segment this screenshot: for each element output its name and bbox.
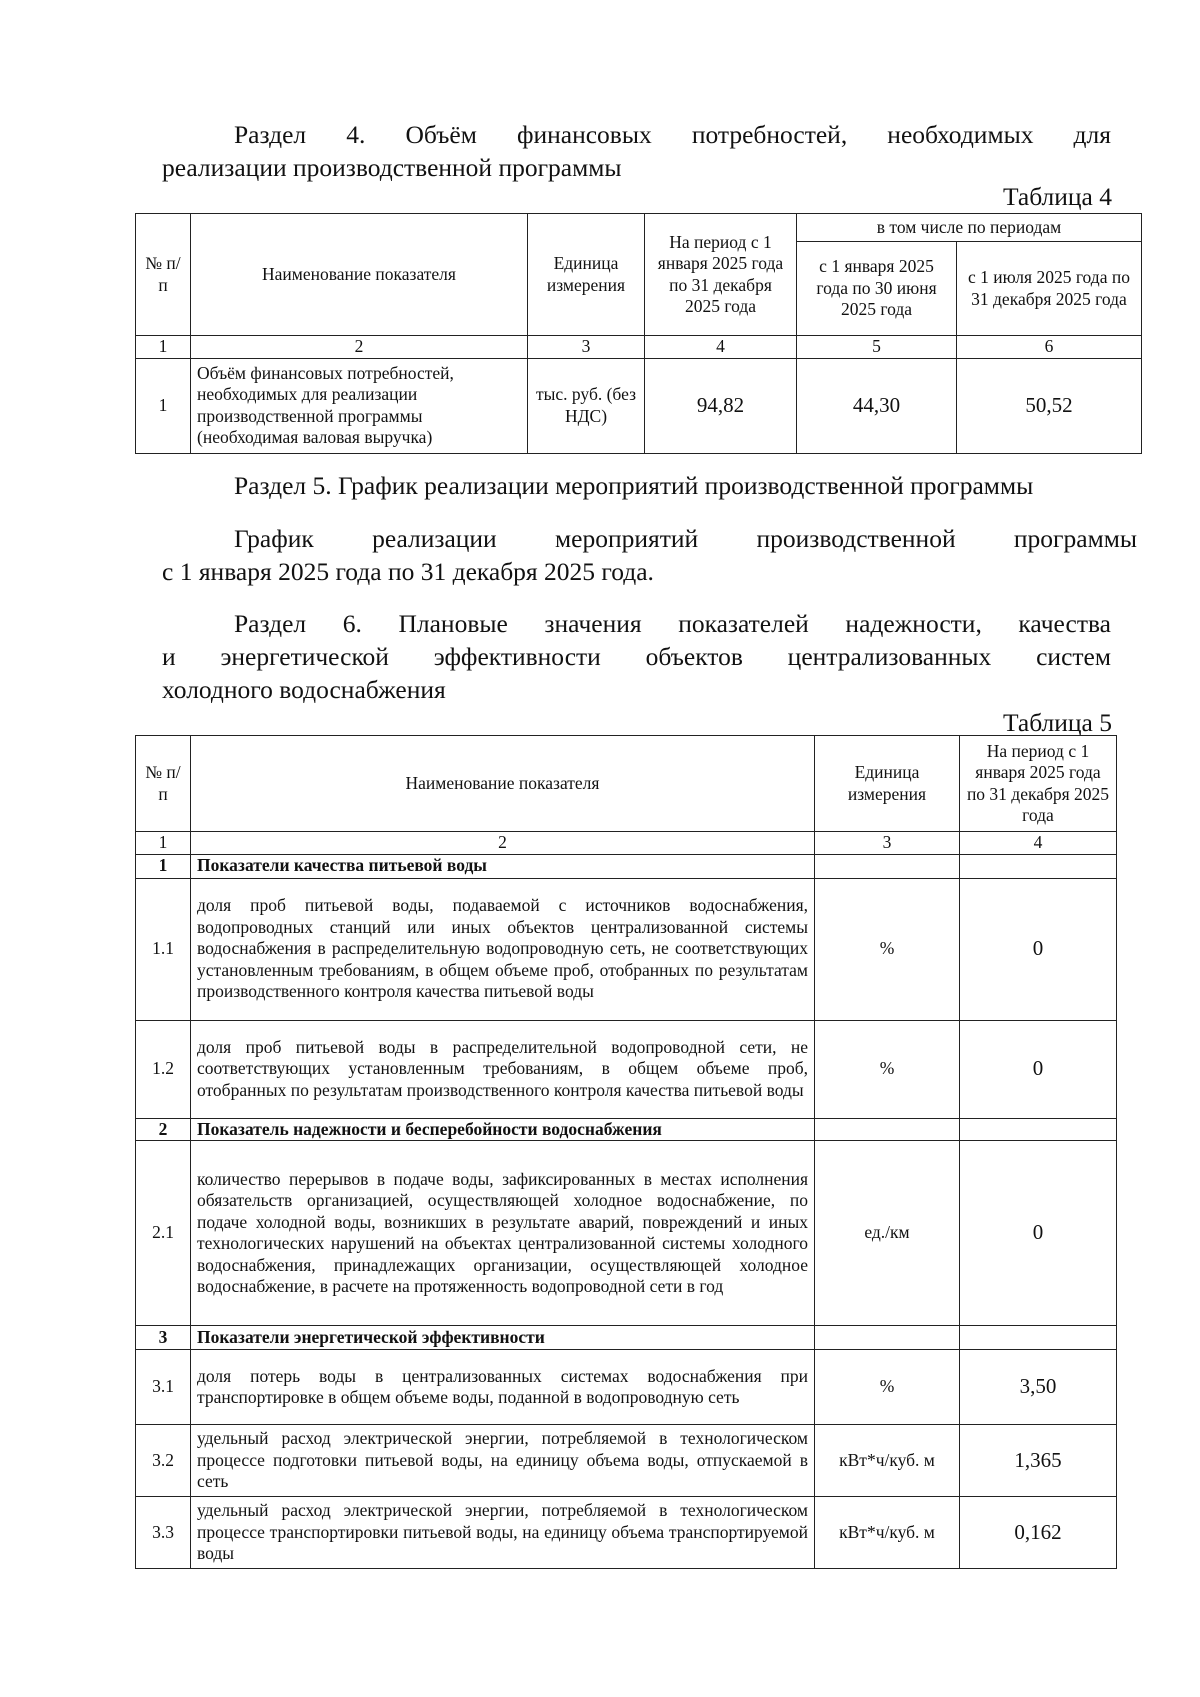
t5-group-value [960, 854, 1117, 878]
t5-group-value [960, 1326, 1117, 1350]
t5-row-num: 2.1 [136, 1141, 191, 1326]
t5-row-name: доля проб питьевой воды в распределительной водопроводной сети, не соответствующих установленным требованиям, в общем объеме проб, отобранных по результатам производственного контроля качества питьевой воды [191, 1020, 815, 1118]
table-5-caption: Таблица 5 [1002, 708, 1112, 737]
t4-row-unit: тыс. руб. (без НДС) [528, 358, 645, 453]
t5-group-unit [815, 1326, 960, 1350]
t4-row-name: Объём финансовых потребностей, необходимых для реализации производственной программы (необходимая валовая выручка) [191, 358, 528, 453]
t4-header-including: в том числе по периодам [797, 214, 1142, 242]
t4-header-period: На период с 1 января 2025 года по 31 декабря 2025 года [645, 214, 797, 336]
t4-colnum: 1 [136, 336, 191, 359]
t5-row-num: 3.2 [136, 1425, 191, 1497]
t5-row-num: 3.3 [136, 1497, 191, 1569]
t5-row-unit: % [815, 1020, 960, 1118]
t4-row-total: 94,82 [645, 358, 797, 453]
section-5-text-line2: с 1 января 2025 года по 31 декабря 2025 года. [162, 557, 654, 586]
t5-row-unit: кВт*ч/куб. м [815, 1497, 960, 1569]
t5-row-unit: кВт*ч/куб. м [815, 1425, 960, 1497]
t5-colnum: 1 [136, 832, 191, 855]
section-6-title-line3: холодного водоснабжения [162, 675, 446, 704]
section-6-title [162, 607, 1111, 706]
section-5-text-line1: График реализации мероприятий производственной программы [234, 524, 1137, 553]
t5-group-unit [815, 854, 960, 878]
section-6-title-line1: Раздел 6. Плановые значения показателей надежности, качества [234, 609, 1111, 638]
t5-row-unit: % [815, 878, 960, 1020]
t5-row-name: доля проб питьевой воды, подаваемой с источников водоснабжения, водопроводных станций или иных объектов централизованной системы водоснабжения в распределительную водопроводную сеть, не соответствующих установленным требованиям, в общем объеме проб, отобранных по результатам производственного контроля качества питьевой воды [191, 878, 815, 1020]
table-4 [135, 213, 1142, 454]
t4-colnum: 4 [645, 336, 797, 359]
section-4-title-line1: Раздел 4. Объём финансовых потребностей, необходимых для [234, 120, 1111, 149]
t5-group-num: 1 [136, 854, 191, 878]
t5-row-value: 0,162 [960, 1497, 1117, 1569]
t5-group-value [960, 1118, 1117, 1141]
t5-row-name: удельный расход электрической энергии, потребляемой в технологическом процессе подготовки питьевой воды, на единицу объема воды, отпускаемой в сеть [191, 1425, 815, 1497]
t5-colnum: 2 [191, 832, 815, 855]
t5-group-name: Показатели энергетической эффективности [191, 1326, 815, 1350]
t5-row-value: 3,50 [960, 1350, 1117, 1425]
t5-header-unit: Единица измерения [815, 736, 960, 832]
section-6-title-line2: и энергетической эффективности объектов централизованных систем [162, 642, 1111, 671]
t5-row-num: 1.1 [136, 878, 191, 1020]
t5-group-unit [815, 1118, 960, 1141]
t5-colnum: 4 [960, 832, 1117, 855]
section-4-title-line2: реализации производственной программы [162, 153, 622, 182]
t5-group-num: 2 [136, 1118, 191, 1141]
t5-header-num: № п/п [136, 736, 191, 832]
t5-row-unit: % [815, 1350, 960, 1425]
table-5 [135, 735, 1117, 1569]
t5-group-name: Показатели качества питьевой воды [191, 854, 815, 878]
t4-header-num: № п/п [136, 214, 191, 336]
section-5-title: Раздел 5. График реализации мероприятий производственной программы [234, 471, 1034, 500]
t5-row-value: 0 [960, 878, 1117, 1020]
t4-header-unit: Единица измерения [528, 214, 645, 336]
t5-row-name: доля потерь воды в централизованных системах водоснабжения при транспортировке в общем объеме воды, поданной в водопроводную сеть [191, 1350, 815, 1425]
t4-row-h1: 44,30 [797, 358, 957, 453]
t4-colnum: 5 [797, 336, 957, 359]
t5-header-period: На период с 1 января 2025 года по 31 декабря 2025 года [960, 736, 1117, 832]
t4-colnum: 2 [191, 336, 528, 359]
t5-colnum: 3 [815, 832, 960, 855]
t4-header-sub1: с 1 января 2025 года по 30 июня 2025 года [797, 242, 957, 336]
t5-group-name: Показатель надежности и бесперебойности водоснабжения [191, 1118, 815, 1141]
t5-row-num: 3.1 [136, 1350, 191, 1425]
t4-colnum: 6 [957, 336, 1142, 359]
t5-row-num: 1.2 [136, 1020, 191, 1118]
t5-row-value: 1,365 [960, 1425, 1117, 1497]
t4-row-num: 1 [136, 358, 191, 453]
t5-header-name: Наименование показателя [191, 736, 815, 832]
t5-row-unit: ед./км [815, 1141, 960, 1326]
t5-group-num: 3 [136, 1326, 191, 1350]
t4-row-h2: 50,52 [957, 358, 1142, 453]
t4-header-name: Наименование показателя [191, 214, 528, 336]
section-4-title [162, 118, 1111, 184]
t4-header-sub2: с 1 июля 2025 года по 31 декабря 2025 года [957, 242, 1142, 336]
section-5-text [162, 522, 1137, 588]
t5-row-value: 0 [960, 1020, 1117, 1118]
table-4-caption: Таблица 4 [1002, 182, 1112, 211]
t5-row-value: 0 [960, 1141, 1117, 1326]
t4-colnum: 3 [528, 336, 645, 359]
t5-row-name: количество перерывов в подаче воды, зафиксированных в местах исполнения обязательств организацией, осуществляющей холодное водоснабжение, по подаче холодной воды, возникших в результате аварий, повреждений и иных технологических нарушений на объектах централизованной системы холодного водоснабжения, принадлежащих организации, осуществляющей холодное водоснабжение, в расчете на протяженность водопроводной сети в год [191, 1141, 815, 1326]
t5-row-name: удельный расход электрической энергии, потребляемой в технологическом процессе транспортировки питьевой воды, на единицу объема транспортируемой воды [191, 1497, 815, 1569]
